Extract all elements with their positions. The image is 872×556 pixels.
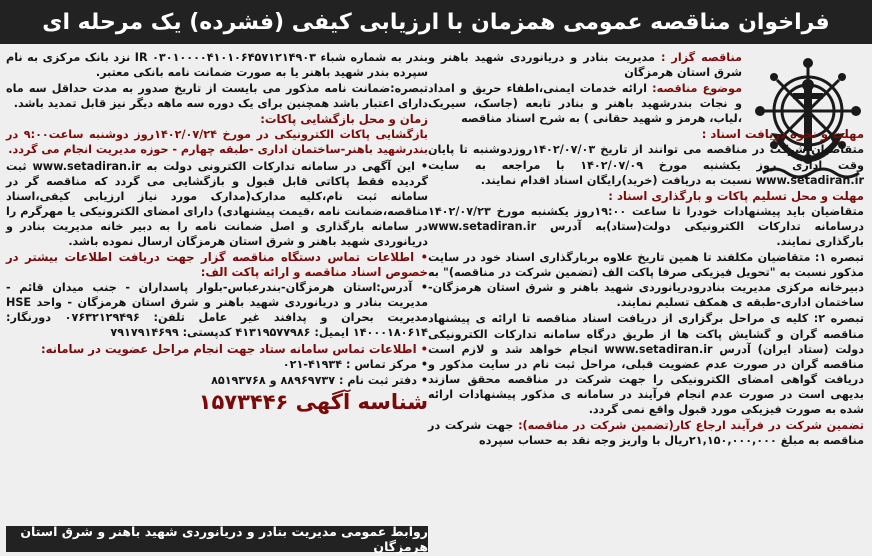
subject-text: ارائه خدمات ایمنی،اطفاء حریق و امداد و نجات بندرشهید باهنر و بنادر تابعه (جاسک، سیریک ،لیاب، هرمز و شهید حقانی ) به شرح اسناد مناقصه <box>428 82 742 126</box>
submit-heading: مهلت و محل تسلیم پاکات و بارگذاری اسناد : <box>608 188 864 203</box>
guarantee-label: تضمین شرکت در فرآیند ارجاع کار(تضمین شرکت در مناقصه): <box>518 419 864 433</box>
subject <box>428 81 742 126</box>
contact-address: • آدرس:استان هرمزگان-بندرعباس-بلوار پاسداران - جنب میدان قائم - مدیریت بنادر و دریانوردی شهید باهنر و شرق استان هرمزگان - واحد HSE مدیریت بحران و پدافند غیر عامل تلفن: ۰۷۶۳۲۱۲۹۴۹۶ دورنگار: ۱۴۰۰۰۱۸۰۶۱۴ ایمیل: ۴۱۳۱۹۵۷۷۹۸۶ کدپستی: ۷۹۱۷۹۱۴۶۹۹ <box>6 281 428 340</box>
call-center: • مرکز تماس : ۴۱۹۳۴-۰۲۱ <box>282 357 428 371</box>
setad-contact-heading: • اطلاعات تماس سامانه ستاد جهت انجام مراحل عضویت در سامانه: <box>40 341 428 356</box>
public-relations-footer: روابط عمومی مدیریت بنادر و دریانوردی شهید باهنر و شرق استان هرمزگان <box>6 526 428 552</box>
organizer-block <box>428 50 742 126</box>
guarantee-note: تبصره:ضمانت نامه مذکور می بایست از تاریخ صدور به مدت حداقل سه ماه دارای اعتبار باشد همچنین برای یک دوره سه ماهه دیگر نیز قابل تمدید باشد. <box>6 82 428 111</box>
note-2: تبصره ۲: کلیه ی مراحل برگزاری از دریافت اسناد مناقصه تا ارائه ی پیشنهاد مناقصه گران و گشایش پاکت ها از طریق درگاه سامانه تدارکات الکترونیکی دولت (ستاد ایران) آدرس www.setadiran.ir انجام خواهد شد و لازم است مناقصه گران در صورت عدم عضویت قبلی، مراحل ثبت نام در سایت مذکور و دریافت گواهی امضای الکترونیکی را جهت شرکت در مناقصه محقق سازند بدیهی است در صورت عدم انجام فرآیند در سامانه ی مذکور پیشنهادات ارائه شده به صورت فیزیکی مورد قبول واقع نمی گردد. <box>428 312 864 416</box>
account-text: بندر به شماره شباء IR ۰۳۰۱۰۰۰۰۴۱۰۱۰۶۴۵۷۱۲۱۴۹۰۳ نزد بانک مرکزی به نام سپرده بندر شهید باهنر یا به صورت ضمانت نامه بانکی معتبر. <box>6 51 428 80</box>
guarantee <box>428 418 864 448</box>
docs-heading: مهلت و نحوه دریافت اسناد : <box>701 127 864 142</box>
organizer-label: مناقصه گزار : <box>660 51 742 64</box>
submit-text: متقاضیان باید پیشنهادات خودرا تا ساعت ۱۹:۰۰روز یکشنبه مورخ ۱۴۰۲/۰۷/۲۳ درسامانه تدارکات الکترونیکی دولت(ستاد)به آدرس www.setadiran.ir بارگذاری نمایند. <box>428 204 864 248</box>
organizer <box>428 50 742 80</box>
opening-text: بازگشایی پاکات الکترونیکی در مورخ ۱۴۰۲/۰۷/۲۴روز دوشنبه ساعت۹:۰۰ در بندرشهید باهنر-ساختمان اداری -طبقه چهارم - حوزه مدیریت انجام می گردد. <box>6 128 428 157</box>
guarantee-text: جهت شرکت در مناقصه به مبلغ ۲۱,۱۵۰,۰۰۰,۰۰۰ریال با واریز وجه نقد به حساب سپرده <box>428 419 864 448</box>
setad-notice: • این آگهی در سامانه تدارکات الکترونی دولت به www.setadiran.ir ثبت گردیده فقط پاکاتی قابل قبول و بازگشایی می گردد که مناقصه گر در سامانه ثبت نام،کلیه مدارک(مدارک مورد نیاز ارزیابی کیفی،اسناد مناقصه،ضمانت نامه ،قیمت پیشنهادی) دارای امضای الکترونیکی یا مهرگرم را در سامانه بارگذاری و اصل ضمانت نامه را به دبیر خانه مدیریت بنادر و دریانوردی شهید باهنر و شرق استان هرمزگان ارسال نموده باشد. <box>6 159 428 249</box>
docs-text: متقاضیان شرکت در مناقصه می توانند از تاریخ ۱۴۰۲/۰۷/۰۳روزدوشنبه تا پایان وقت اداری روز یکشنبه مورخ ۱۴۰۲/۰۷/۰۹ با مراجعه به سایت www.setadiran.ir نسبت به دریافت (خرید)رایگان اسناد اقدام نمایند. <box>428 143 864 187</box>
opening-heading: زمان و محل بازگشایی پاکات: <box>260 112 428 127</box>
registration-office: • دفتر ثبت نام : ۸۸۹۶۹۷۳۷ و ۸۵۱۹۳۷۶۸ <box>211 373 428 387</box>
notice-title: فراخوان مناقصه عمومی همزمان با ارزیابی کیفی (فشرده) یک مرحله ای <box>0 0 872 44</box>
subject-label: موضوع مناقصه: <box>652 82 742 96</box>
note-1: تبصره ۱: متقاضیان مکلفند تا همین تاریخ علاوه بربارگذاری اسناد خود در سایت مذکور نسبت به "تحویل فیزیکی صرفا پاکت الف (تضمین شرکت در مناقصه)" به دبیرخانه مرکزی مدیریت بنادرودریانوردی شهید باهنر و شرق استان هرمزگان- ساختمان اداری-طبقه ی همکف تسلیم نمایند. <box>428 251 864 310</box>
left-column <box>6 50 428 556</box>
right-column <box>428 50 864 556</box>
ad-id: شناسه آگهی ۱۵۷۳۴۴۶ <box>198 389 428 414</box>
organizer-text: مدیریت بنادر و دریانوردی شهید باهنر و شرق استان هرمزگان <box>428 51 742 80</box>
contact-heading: • اطلاعات تماس دستگاه مناقصه گزار جهت دریافت اطلاعات بیشتر در خصوص اسناد مناقصه و ارائه پاکت الف: <box>6 250 428 280</box>
